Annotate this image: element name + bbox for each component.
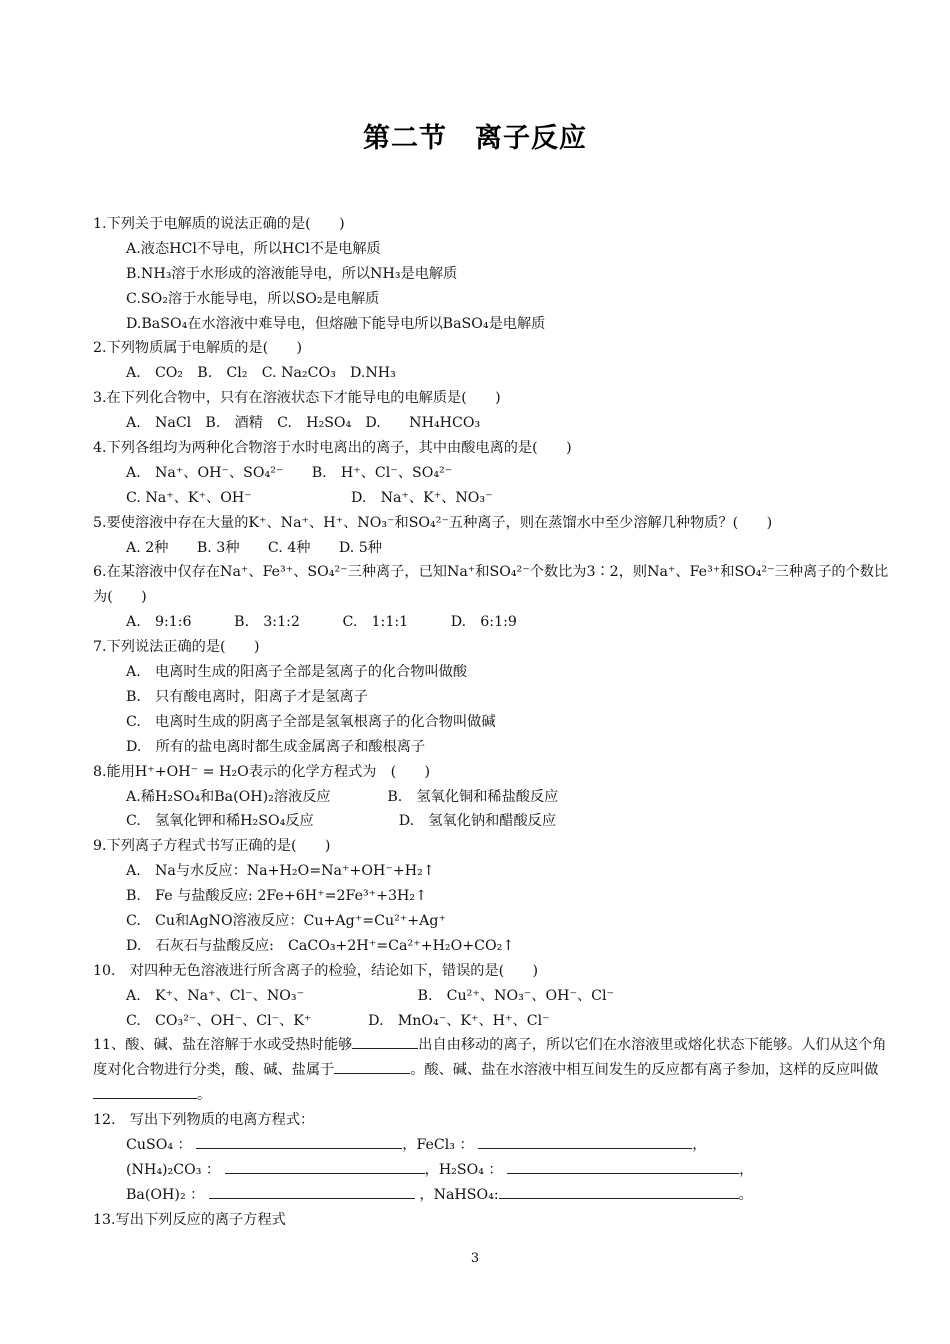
question-line: 5.要使溶液中存在大量的K⁺、Na⁺、H⁺、NO₃⁻和SO₄²⁻五种离子，则在蒸馏水中至少溶解几种物质？( ) [93, 514, 773, 531]
answer-option-line: A.稀H₂SO₄和Ba(OH)₂溶液反应 B. 氢氧化铜和稀盐酸反应 [126, 788, 559, 805]
q12-row3-a: Ba(OH)₂ ： [126, 1186, 205, 1203]
q12-row2-blank-1 [225, 1158, 425, 1174]
answer-option-line: A.液态HCl不导电，所以HCl不是电解质 [126, 240, 381, 257]
q12-row2-b: ，H₂SO₄ ： [424, 1161, 503, 1178]
question-list [93, 212, 893, 1233]
answer-option-line: A. CO₂ B. Cl₂ C. Na₂CO₃ D.NH₃ [126, 365, 396, 382]
q11-text-4: 。 [197, 1087, 212, 1104]
question-line: 8.能用H⁺+OH⁻ = H₂O表示的化学方程式为 ( ) [93, 763, 431, 780]
page-number: 3 [470, 1251, 480, 1266]
answer-option-line: A. 2种 B. 3种 C. 4种 D. 5种 [126, 539, 382, 556]
answer-option-line: A. K⁺、Na⁺、Cl⁻、NO₃⁻ B. Cu²⁺、NO₃⁻、OH⁻、Cl⁻ [126, 987, 615, 1004]
q12-row2-c: ， [739, 1161, 754, 1178]
question-line: 2.下列物质属于电解质的是( ) [93, 340, 303, 357]
answer-option-line: A. 9:1:6 B. 3:1:2 C. 1:1:1 D. 6:1:9 [126, 614, 517, 631]
q12-row1-b: ，FeCl₃ ： [402, 1137, 474, 1154]
q12-row3-blank-2 [499, 1183, 739, 1199]
answer-option-line: A. Na与水反应：Na+H₂O=Na⁺+OH⁻+H₂↑ [126, 863, 435, 880]
q11-text-3: 。酸、碱、盐在水溶液中相互间发生的反应都有离子参加，这样的反应叫做 [410, 1062, 879, 1079]
q12-row2-a: (NH₄)₂CO₃ ： [126, 1161, 221, 1178]
answer-option-line: A. Na⁺、OH⁻、SO₄²⁻ B. H⁺、Cl⁻、SO₄²⁻ [126, 464, 453, 481]
question-11 [93, 1033, 893, 1108]
question-13: 13.写出下列反应的离子方程式 [93, 1211, 286, 1228]
q11-blank-3 [93, 1083, 197, 1099]
question-line: 7.下列说法正确的是( ) [93, 639, 260, 656]
answer-option-line: B. Fe 与盐酸反应: 2Fe+6H⁺=2Fe³⁺+3H₂↑ [126, 888, 428, 905]
q12-row-1 [93, 1133, 893, 1158]
question-lines [93, 212, 893, 1033]
q12-row1-c: ， [692, 1137, 707, 1154]
q12-row3-c: 。 [738, 1186, 753, 1203]
q12-row-3 [93, 1183, 893, 1208]
question-line: 9.下列离子方程式书写正确的是( ) [93, 838, 331, 855]
answer-option-line: B. 只有酸电离时，阳离子才是氢离子 [126, 688, 368, 705]
question-line: 4.下列各组均为两种化合物溶于水时电离出的离子，其中由酸电离的是( ) [93, 440, 572, 457]
question-line: 3.在下列化合物中，只有在溶液状态下才能导电的电解质是( ) [93, 390, 501, 407]
answer-option-line: C.SO₂溶于水能导电，所以SO₂是电解质 [126, 290, 380, 307]
question-line: 1.下列关于电解质的说法正确的是( ) [93, 216, 345, 232]
q12-row3-blank-1 [209, 1183, 415, 1199]
answer-option-line: C. 氢氧化钾和稀H₂SO₄反应 D. 氢氧化钠和醋酸反应 [126, 813, 557, 830]
answer-option-line: C. 电离时生成的阴离子全部是氢氧根离子的化合物叫做碱 [126, 713, 496, 730]
q12-row2-blank-2 [507, 1158, 739, 1174]
answer-option-line: C. Na⁺、K⁺、OH⁻ D. Na⁺、K⁺、NO₃⁻ [126, 489, 493, 506]
q11-blank-1 [352, 1033, 418, 1049]
answer-option-line: B.NH₃溶于水形成的溶液能导电，所以NH₃是电解质 [126, 265, 458, 282]
q12-row1-blank-2 [478, 1133, 692, 1149]
answer-option-line: C. Cu和AgNO溶液反应：Cu+Ag⁺=Cu²⁺+Ag⁺ [126, 912, 446, 929]
question-line: 10. 对四种无色溶液进行所含离子的检验，结论如下，错误的是( ) [93, 962, 539, 979]
answer-option-line: D. 石灰石与盐酸反应: CaCO₃+2H⁺=Ca²⁺+H₂O+CO₂↑ [126, 937, 515, 954]
question-12-title: 12. 写出下列物质的电离方程式： [93, 1112, 315, 1129]
page-title: 第二节 离子反应 [363, 123, 587, 154]
question-line: 6.在某溶液中仅存在Na⁺、Fe³⁺、SO₄²⁻三种离子，已知Na⁺和SO₄²⁻个数比为3∶2，则Na⁺、Fe³⁺和SO₄²⁻三种离子的个数比为( ) [93, 564, 889, 606]
q12-row1-a: CuSO₄ ： [126, 1137, 192, 1154]
q11-blank-2 [334, 1058, 410, 1074]
q12-row3-b: ，NaHSO₄: [419, 1186, 499, 1203]
q12-row-2 [93, 1158, 893, 1183]
answer-option-line: A. NaCl B. 酒精 C. H₂SO₄ D. NH₄HCO₃ [126, 415, 481, 432]
answer-option-line: D.BaSO₄在水溶液中难导电，但熔融下能导电所以BaSO₄是电解质 [126, 315, 546, 332]
q11-text-1: 11、酸、碱、盐在溶解于水或受热时能够 [93, 1037, 353, 1054]
answer-option-line: D. 所有的盐电离时都生成金属离子和酸根离子 [126, 738, 426, 755]
q11-text-2: 出自由移动的离子，所以它们在水溶液里或熔化状态下能够。人们从这个角度对化合物进行分类，酸、碱、盐属于 [93, 1037, 887, 1079]
answer-option-line: C. CO₃²⁻、OH⁻、Cl⁻、K⁺ D. MnO₄⁻、K⁺、H⁺、Cl⁻ [126, 1012, 550, 1029]
answer-option-line: A. 电离时生成的阳离子全部是氢离子的化合物叫做酸 [126, 664, 468, 681]
q12-row1-blank-1 [196, 1133, 402, 1149]
